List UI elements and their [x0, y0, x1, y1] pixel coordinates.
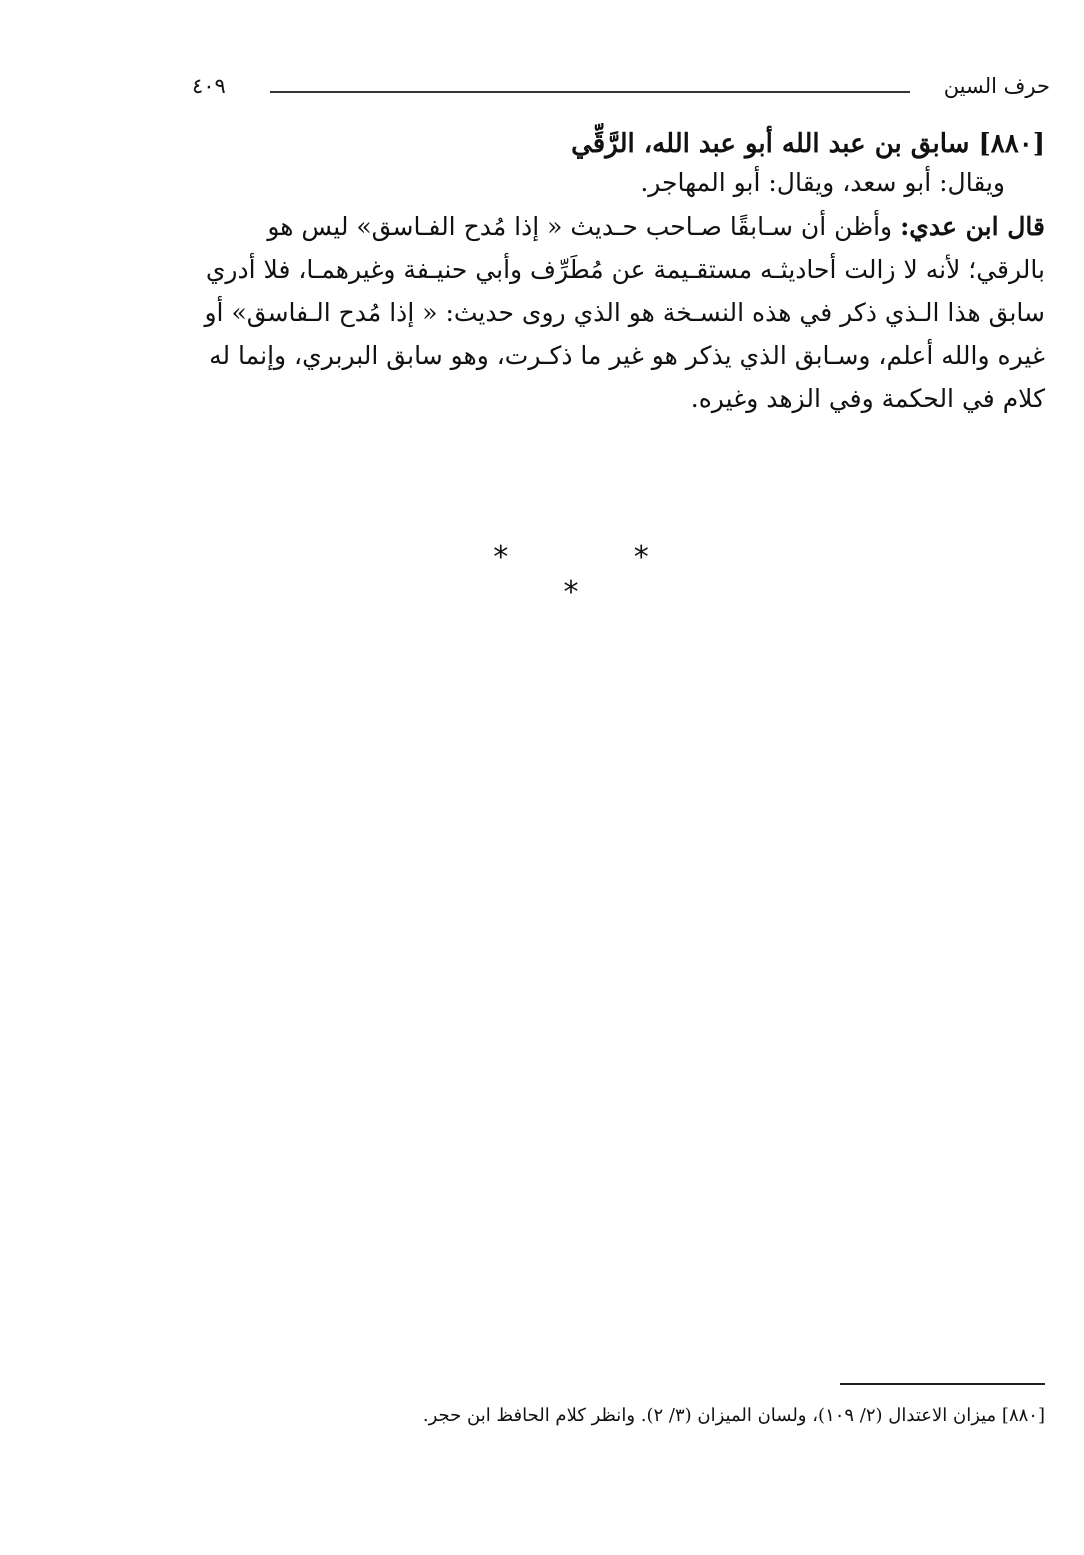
- paragraph-line-text: وأظن أن سـابقًا صـاحب حـديث « إذا مُدح الفـاسق» ليس هو: [267, 212, 893, 242]
- chapter-title: حرف السين: [943, 74, 1050, 98]
- paragraph-line: سابق هذا الـذي ذكر في هذه النسـخة هو الذي روى حديث: « إذا مُدح الـفاسق» أو: [204, 298, 1045, 328]
- section-separator: * * *: [493, 540, 707, 610]
- running-header: [160, 72, 1050, 112]
- entry-body: [155, 130, 1045, 428]
- header-rule: [270, 91, 910, 93]
- footnote-rule: [840, 1383, 1045, 1385]
- entry-heading: [٨٨٠] سابق بن عبد الله أبو عبد الله، الرَّقِّي: [571, 129, 1045, 159]
- paragraph-line: [155, 205, 1045, 248]
- page-number: ٤٠٩: [192, 74, 226, 98]
- footnote: [٨٨٠] ميزان الاعتدال (٢/ ١٠٩)، ولسان الميزان (٣/ ٢). وانظر كلام الحافظ ابن حجر.: [422, 1405, 1045, 1426]
- speaker-label: قال ابن عدي:: [900, 212, 1045, 242]
- paragraph-line: بالرقي؛ لأنه لا زالت أحاديثـه مستقـيمة عن مُطَرِّف وأبي حنيـفة وغيرهمـا، فلا أدري: [205, 255, 1045, 285]
- paragraph-line: غيره والله أعلم، وسـابق الذي يذكر هو غير ما ذكـرت، وهو سابق البربري، وإنما له: [209, 341, 1045, 371]
- entry-paragraph: [155, 205, 1045, 420]
- paragraph-line: كلام في الحكمة وفي الزهد وغيره.: [690, 384, 1045, 414]
- alternate-names: ويقال: أبو سعد، ويقال: أبو المهاجر.: [640, 168, 1005, 198]
